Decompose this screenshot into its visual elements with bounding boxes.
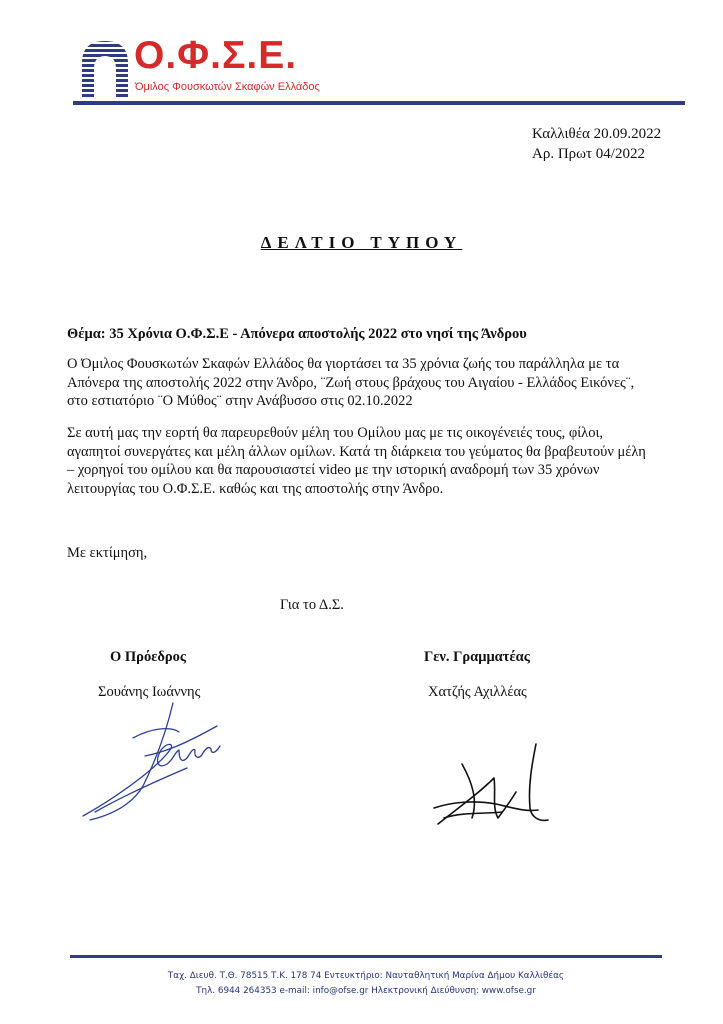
footer-contact: Τηλ. 6944 264353 e-mail: info@ofse.gr Ηλεκτρονική Διεύθυνση: www.ofse.gr [196, 986, 536, 996]
president-name: Σουάνης Ιωάννης [98, 684, 201, 700]
subject-line: Θέμα: 35 Χρόνια Ο.Φ.Σ.Ε - Απόνερα αποστολής 2022 στο νησί της Άνδρου [67, 326, 527, 342]
paragraph-line: αγαπητοί συνεργάτες και μέλη άλλων ομίλων. Κατά τη διάρκεια του γεύματος θα βραβευτούν μέλη [67, 443, 646, 460]
president-title: Ο Πρόεδρος [110, 649, 187, 665]
footer-address: Ταχ. Διευθ. Τ.Θ. 78515 Τ.Κ. 178 74 Εντευκτήριο: Ναυταθλητική Μαρίνα Δήμου Καλλιθέας [167, 971, 565, 981]
on-behalf-of-board: Για το Δ.Σ. [280, 597, 344, 613]
place-date: Καλλιθέα 20.09.2022 [532, 126, 662, 142]
paragraph-line: Σε αυτή μας την εορτή θα παρευρεθούν μέλη του Ομίλου μας με τις οικογένειές τους, φίλοι, [67, 425, 603, 441]
header-divider [73, 101, 685, 105]
document-meta [532, 124, 661, 164]
paragraph-line: – χορηγοί του ομίλου και θα παρουσιαστεί video με την ιστορική αναδρομή των 35 χρόνων [67, 462, 600, 478]
closing-salutation: Με εκτίμηση, [67, 545, 148, 561]
paragraph-line: στο εστιατόριο ¨Ο Μύθος¨ στην Ανάβυσσο στις 02.10.2022 [67, 393, 413, 409]
paragraph-1 [67, 355, 667, 411]
org-abbreviation: Ο.Φ.Σ.Ε. [134, 34, 298, 77]
footer-divider [70, 955, 662, 958]
document-title: ΔΕΛΤΙΟ ΤΥΠΟΥ [260, 233, 463, 252]
secretary-signature-icon [432, 742, 552, 830]
arch-stripes-logo-icon [80, 39, 130, 97]
paragraph-line: Ο Όμιλος Φουσκωτών Σκαφών Ελλάδος θα γιορτάσει τα 35 χρόνια ζωής του παράλληλα με τα [67, 356, 620, 372]
paragraph-line: Απόνερα της αποστολής 2022 στην Άνδρο, ¨Ζωή στους βράχους του Αιγαίου - Ελλάδος Εικόνες¨, [67, 374, 635, 391]
org-full-name: Όμιλος Φουσκωτών Σκαφών Ελλάδος [135, 81, 320, 93]
protocol-number: Αρ. Πρωτ 04/2022 [532, 146, 645, 162]
president-signature-icon [75, 698, 225, 823]
paragraph-line: λειτουργίας του Ο.Φ.Σ.Ε. καθώς και της αποστολής στην Άνδρο. [67, 480, 444, 497]
secretary-name: Χατζής Αχιλλέας [428, 684, 527, 700]
paragraph-2 [67, 424, 667, 498]
secretary-title: Γεν. Γραμματέας [424, 649, 530, 665]
